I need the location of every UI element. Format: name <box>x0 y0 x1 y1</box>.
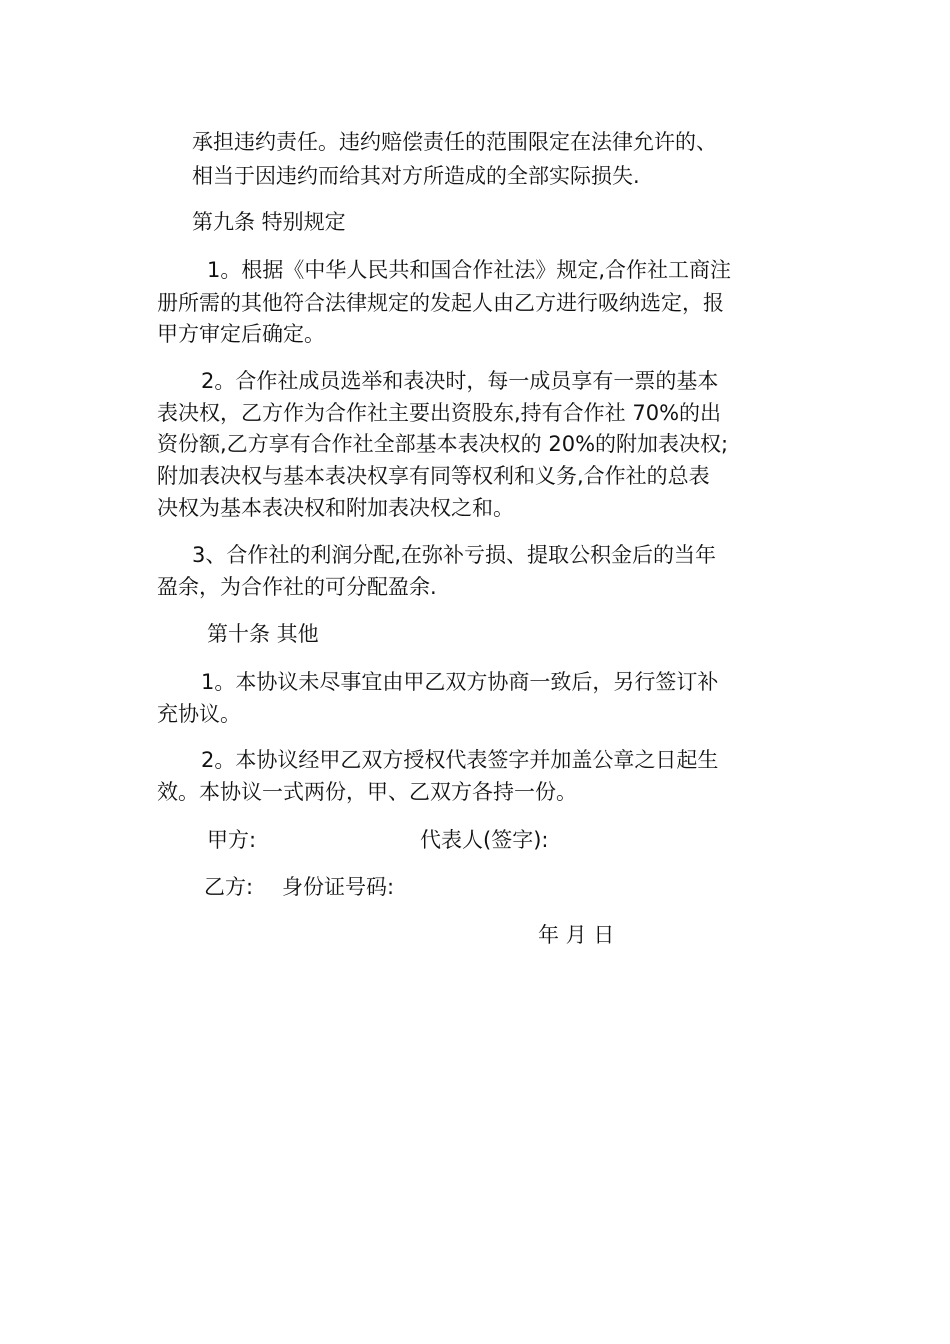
id-number-label: 身份证号码: <box>282 875 395 899</box>
text-line: 册所需的其他符合法律规定的发起人由乙方进行吸纳选定，报 <box>157 291 724 315</box>
text-line: 资份额,乙方享有合作社全部基本表决权的 20%的附加表决权; <box>157 432 729 456</box>
party-a-label: 甲方: <box>207 828 257 852</box>
text-line: 决权为基本表决权和附加表决权之和。 <box>157 496 514 520</box>
text-line: 甲方审定后确定。 <box>157 322 325 346</box>
text-line: 充协议。 <box>157 702 241 726</box>
text-line: 1。本协议未尽事宜由甲乙双方协商一致后，另行签订补 <box>201 670 719 694</box>
date-line: 年 月 日 <box>538 923 615 947</box>
article-9-heading: 第九条 特别规定 <box>192 210 346 234</box>
text-line: 表决权，乙方作为合作社主要出资股东,持有合作社 70%的出 <box>157 401 722 425</box>
text-line: 效。本协议一式两份，甲、乙双方各持一份。 <box>157 780 577 804</box>
text-line: 盈余，为合作社的可分配盈余. <box>157 575 437 599</box>
representative-label: 代表人(签字): <box>420 828 549 852</box>
text-line: 承担违约责任。违约赔偿责任的范围限定在法律允许的、 <box>192 130 717 154</box>
text-line: 附加表决权与基本表决权享有同等权利和义务,合作社的总表 <box>157 464 710 488</box>
text-line: 2。本协议经甲乙双方授权代表签字并加盖公章之日起生 <box>201 748 719 772</box>
article-10-heading: 第十条 其他 <box>207 622 319 646</box>
text-line: 1。根据《中华人民共和国合作社法》规定,合作社工商注 <box>207 258 732 282</box>
text-line: 3、合作社的利润分配,在弥补亏损、提取公积金后的当年 <box>192 543 717 567</box>
text-line: 2。合作社成员选举和表决时，每一成员享有一票的基本 <box>201 369 719 393</box>
text-line: 相当于因违约而给其对方所造成的全部实际损失. <box>192 164 640 188</box>
party-b-label: 乙方: <box>204 875 254 899</box>
